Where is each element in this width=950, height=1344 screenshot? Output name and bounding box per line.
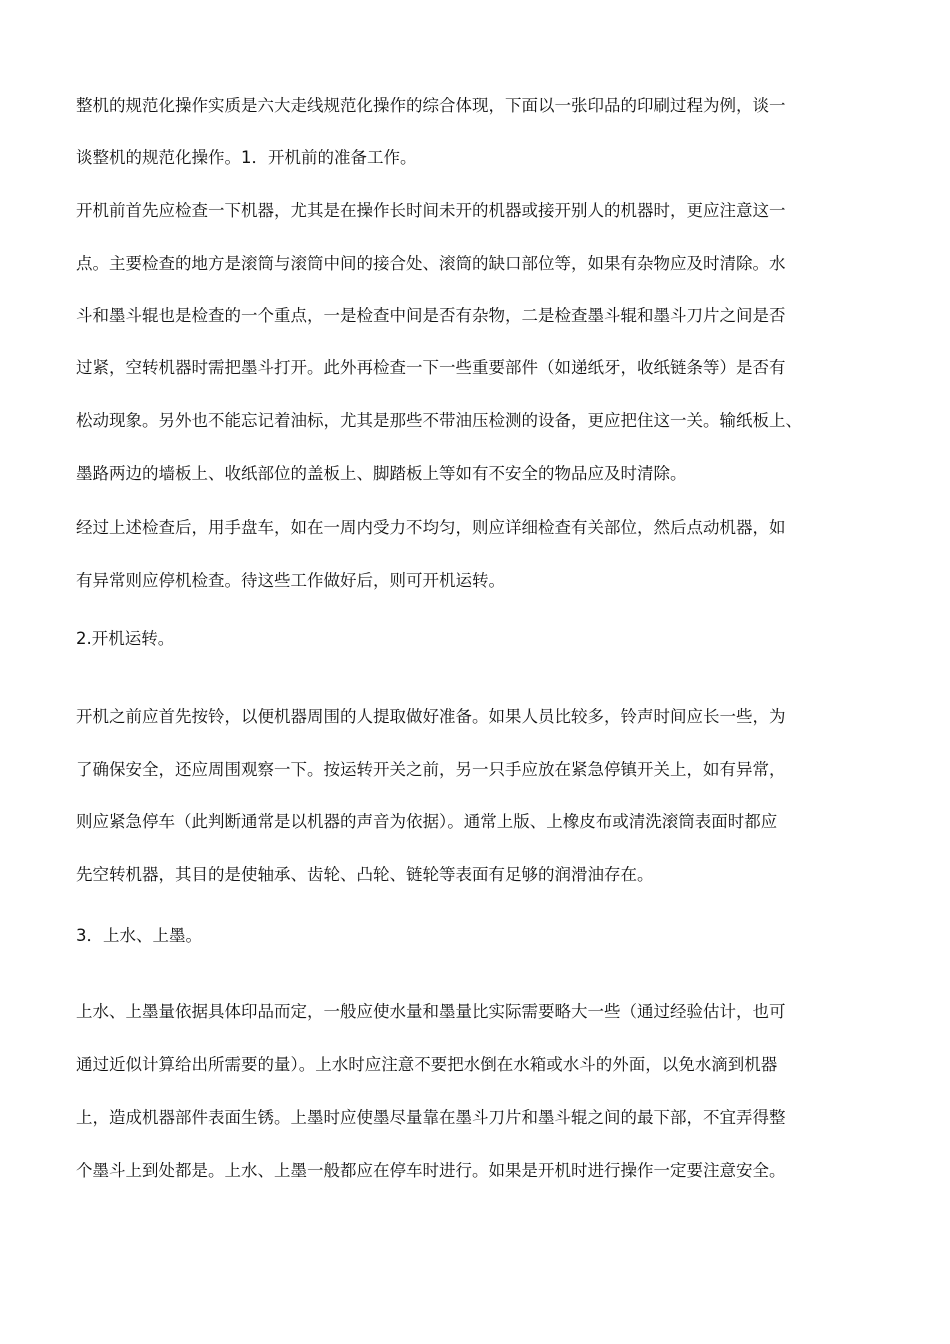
text-line: 上，造成机器部件表面生锈。上墨时应使墨尽量靠在墨斗刀片和墨斗辊之间的最下部，不宜弄得整 xyxy=(76,1108,786,1127)
text-line: 墨路两边的墙板上、收纸部位的盖板上、脚踏板上等如有不安全的物品应及时清除。 xyxy=(76,464,687,483)
text-line: 开机前首先应检查一下机器，尤其是在操作长时间未开的机器或接开别人的机器时，更应注意这一 xyxy=(76,201,786,220)
text-line: 有异常则应停机检查。待这些工作做好后，则可开机运转。 xyxy=(76,571,505,590)
text-line: 先空转机器，其目的是使轴承、齿轮、凸轮、链轮等表面有足够的润滑油存在。 xyxy=(76,865,654,884)
text-line: 点。主要检查的地方是滚筒与滚筒中间的接合处、滚筒的缺口部位等，如果有杂物应及时清除。水 xyxy=(76,254,786,273)
text-line: 整机的规范化操作实质是六大走线规范化操作的综合体现，下面以一张印品的印刷过程为例，谈一 xyxy=(76,96,786,115)
text-line: 经过上述检查后，用手盘车，如在一周内受力不均匀，则应详细检查有关部位，然后点动机器，如 xyxy=(76,518,786,537)
text-line: 了确保安全，还应周围观察一下。按运转开关之前，另一只手应放在紧急停镇开关上，如有异常， xyxy=(76,760,786,779)
section-heading: 2.开机运转。 xyxy=(76,629,175,648)
section-heading: 3．上水、上墨。 xyxy=(76,926,202,945)
text-line: 斗和墨斗辊也是检查的一个重点，一是检查中间是否有杂物，二是检查墨斗辊和墨斗刀片之间是否 xyxy=(76,306,786,325)
text-line: 个墨斗上到处都是。上水、上墨一般都应在停车时进行。如果是开机时进行操作一定要注意安全。 xyxy=(76,1161,786,1180)
text-line: 上水、上墨量依据具体印品而定，一般应使水量和墨量比实际需要略大一些（通过经验估计，也可 xyxy=(76,1002,786,1021)
text-line: 松动现象。另外也不能忘记着油标，尤其是那些不带油压检测的设备，更应把住这一关。输纸板上、 xyxy=(76,411,802,430)
text-line: 通过近似计算给出所需要的量）。上水时应注意不要把水倒在水箱或水斗的外面，以免水滴到机器 xyxy=(76,1055,778,1074)
text-line: 谈整机的规范化操作。1．开机前的准备工作。 xyxy=(76,148,417,167)
text-line: 开机之前应首先按铃，以便机器周围的人提取做好准备。如果人员比较多，铃声时间应长一些，为 xyxy=(76,707,786,726)
text-line: 则应紧急停车（此判断通常是以机器的声音为依据）。通常上版、上橡皮布或清洗滚筒表面时都应 xyxy=(76,812,778,831)
text-line: 过紧，空转机器时需把墨斗打开。此外再检查一下一些重要部件（如递纸牙，收纸链条等）是否有 xyxy=(76,358,786,377)
